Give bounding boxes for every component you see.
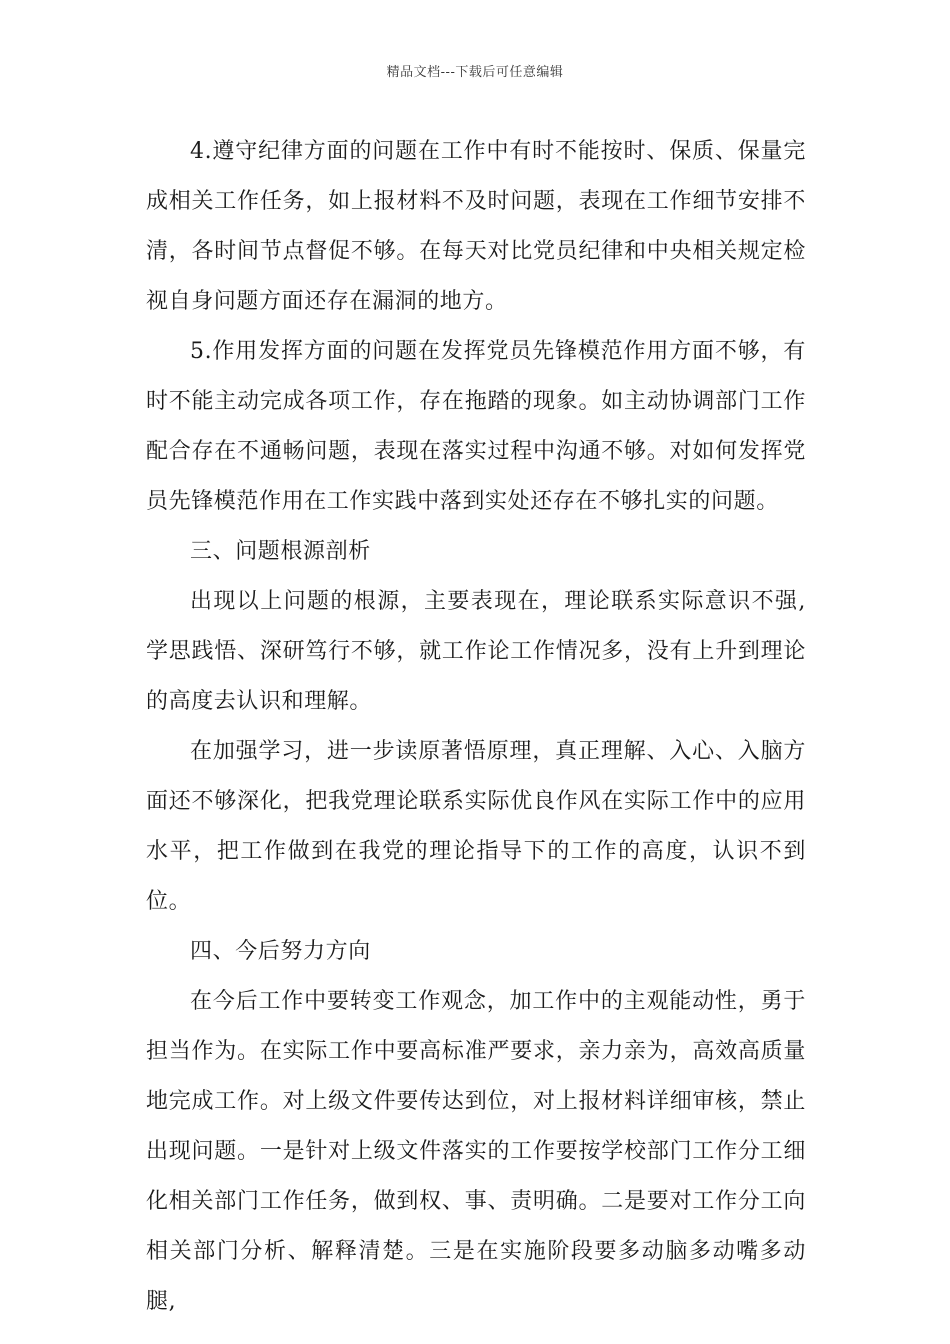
section-heading-root-cause: 三、问题根源剖析 [190,539,371,564]
paragraph-root-cause-2: 在加强学习，进一步读原著悟原理，真正理解、入心、入脑方面还不够深化，把我党理论联系实际优良作风在实际工作中的应用水平，把工作做到在我党的理论指导下的工作的高度，认识不到位。 [146,739,806,914]
paragraph-discipline: 4.遵守纪律方面的问题在工作中有时不能按时、保质、保量完成相关工作任务，如上报材料不及时问题，表现在工作细节安排不清，各时间节点督促不够。在每天对比党员纪律和中央相关规定检视自身问题方面还存在漏洞的地方。 [146,139,806,314]
paragraph-role: 5.作用发挥方面的问题在发挥党员先锋模范作用方面不够，有时不能主动完成各项工作，存在拖踏的现象。如主动协调部门工作配合存在不通畅问题，表现在落实过程中沟通不够。对如何发挥党员先锋模范作用在工作实践中落到实处还存在不够扎实的问题。 [146,339,806,514]
section-heading-future-direction: 四、今后努力方向 [190,939,371,964]
paragraph-root-cause-1: 出现以上问题的根源，主要表现在，理论联系实际意识不强,学思践悟、深研笃行不够，就工作论工作情况多，没有上升到理论的高度去认识和理解。 [146,589,806,714]
page-header: 精品文档---下载后可任意编辑 [386,65,564,80]
document-body [146,127,806,1327]
paragraph-future-direction: 在今后工作中要转变工作观念，加工作中的主观能动性，勇于担当作为。在实际工作中要高标准严要求，亲力亲为，高效高质量地完成工作。对上级文件要传达到位，对上报材料详细审核，禁止出现问题。一是针对上级文件落实的工作要按学校部门工作分工细化相关部门工作任务，做到权、事、责明确。二是要对工作分工向相关部门分析、解释清楚。三是在实施阶段要多动脑多动嘴多动腿, [146,989,806,1314]
